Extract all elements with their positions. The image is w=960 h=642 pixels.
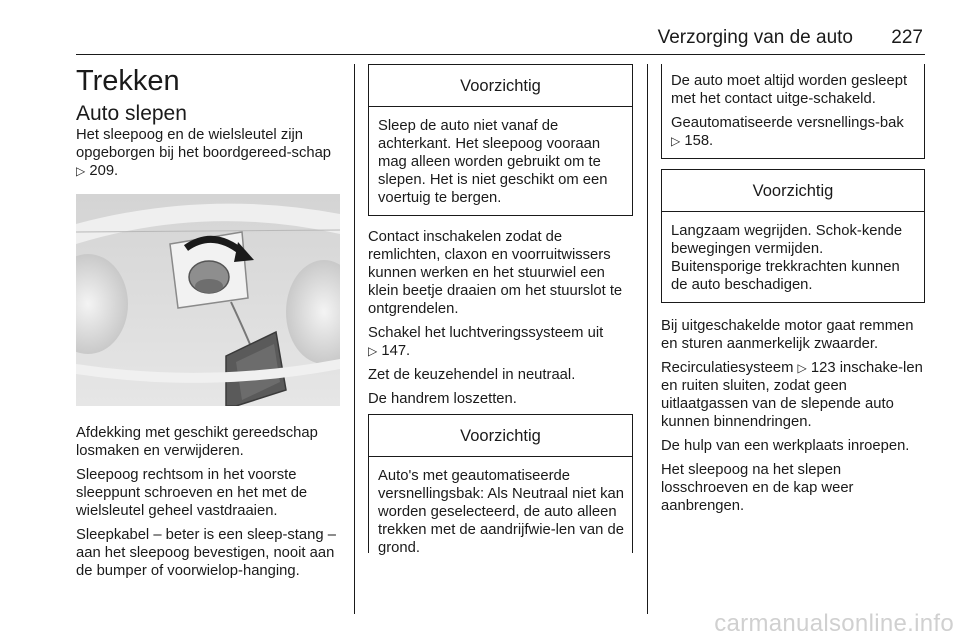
- intro-paragraph: Het sleepoog en de wielsleutel zijn opgeborgen bij het boordgereed-schap ▷ 209.: [76, 127, 332, 179]
- column-1: [76, 64, 342, 586]
- page-heading: Trekken: [76, 65, 180, 97]
- caution-box: [368, 64, 633, 216]
- body-paragraph: De hulp van een werkplaats inroepen.: [661, 438, 910, 454]
- page-ref: 123: [810, 360, 836, 376]
- caution-text: Auto's met geautomatiseerde versnellingsbak: Als Neutraal niet kan worden geselecteerd, de auto alleen trekken met de aandrijfwie-len van de grond.: [378, 468, 624, 556]
- column-divider: [354, 64, 355, 614]
- column-3: [661, 64, 925, 521]
- towing-eye-cover-icon: [76, 194, 340, 406]
- ref-arrow-icon: ▷: [671, 134, 681, 148]
- body-paragraph: Schakel het luchtveringssysteem uit ▷ 147.: [368, 325, 604, 359]
- caution-box: [368, 414, 633, 556]
- caution-box-continued: [661, 64, 925, 159]
- page-header: [76, 24, 925, 55]
- page-ref: 147.: [381, 343, 411, 359]
- body-paragraph: Afdekking met geschikt gereedschap losmaken en verwijderen.: [76, 425, 318, 459]
- ref-arrow-icon: ▷: [368, 344, 378, 358]
- page-number: 227: [891, 27, 923, 48]
- towing-eye-illustration: [76, 194, 340, 406]
- caution-box: [661, 169, 925, 303]
- caution-title: Voorzichtig: [369, 65, 632, 107]
- section-title: Verzorging van de auto: [657, 27, 853, 48]
- body-paragraph: Sleepkabel – beter is een sleep-stang – aan het sleepoog bevestigen, nooit aan de bumper of voorwielop-hanging.: [76, 527, 336, 579]
- body-paragraph: Het sleepoog na het slepen losschroeven en de kap weer aanbrengen.: [661, 462, 854, 514]
- body-paragraph: De handrem loszetten.: [368, 391, 517, 407]
- body-paragraph: Zet de keuzehendel in neutraal.: [368, 367, 576, 383]
- body-paragraph: Recirculatiesysteem ▷ 123 inschake-len en ruiten sluiten, zodat geen uitlaatgassen van de slepende auto kunnen binnendringen.: [661, 360, 923, 430]
- caution-text: De auto moet altijd worden gesleept met het contact uitge-schakeld.: [671, 73, 908, 107]
- caution-title: Voorzichtig: [662, 170, 924, 212]
- page-ref: 158.: [684, 133, 714, 149]
- column-divider: [647, 64, 648, 614]
- body-paragraph: Contact inschakelen zodat de remlichten, claxon en voorruitwissers kunnen werken en het stuurwiel een klein beetje draaien om het stuurslot te ontgrendelen.: [368, 229, 623, 317]
- ref-arrow-icon: ▷: [76, 164, 86, 178]
- caution-title: Voorzichtig: [369, 415, 632, 457]
- column-2: [368, 64, 633, 556]
- body-paragraph: Bij uitgeschakelde motor gaat remmen en sturen aanmerkelijk zwaarder.: [661, 318, 914, 352]
- watermark: carmanualsonline.info: [714, 610, 954, 637]
- caution-text: Geautomatiseerde versnellings-bak ▷ 158.: [671, 115, 904, 149]
- caution-text: Sleep de auto niet vanaf de achterkant. Het sleepoog vooraan mag alleen worden gebruikt om te slepen. Het is niet geschikt om een voertuig te bergen.: [378, 118, 608, 206]
- ref-arrow-icon: ▷: [797, 361, 807, 375]
- caution-text: Langzaam wegrijden. Schok-kende bewegingen vermijden. Buitensporige trekkrachten kunnen de auto beschadigen.: [671, 223, 903, 293]
- sub-heading: Auto slepen: [76, 102, 187, 125]
- body-paragraph: Sleepoog rechtsom in het voorste sleeppunt schroeven en het met de wielsleutel geheel vastdraaien.: [76, 467, 308, 519]
- page-ref: 209.: [89, 163, 119, 179]
